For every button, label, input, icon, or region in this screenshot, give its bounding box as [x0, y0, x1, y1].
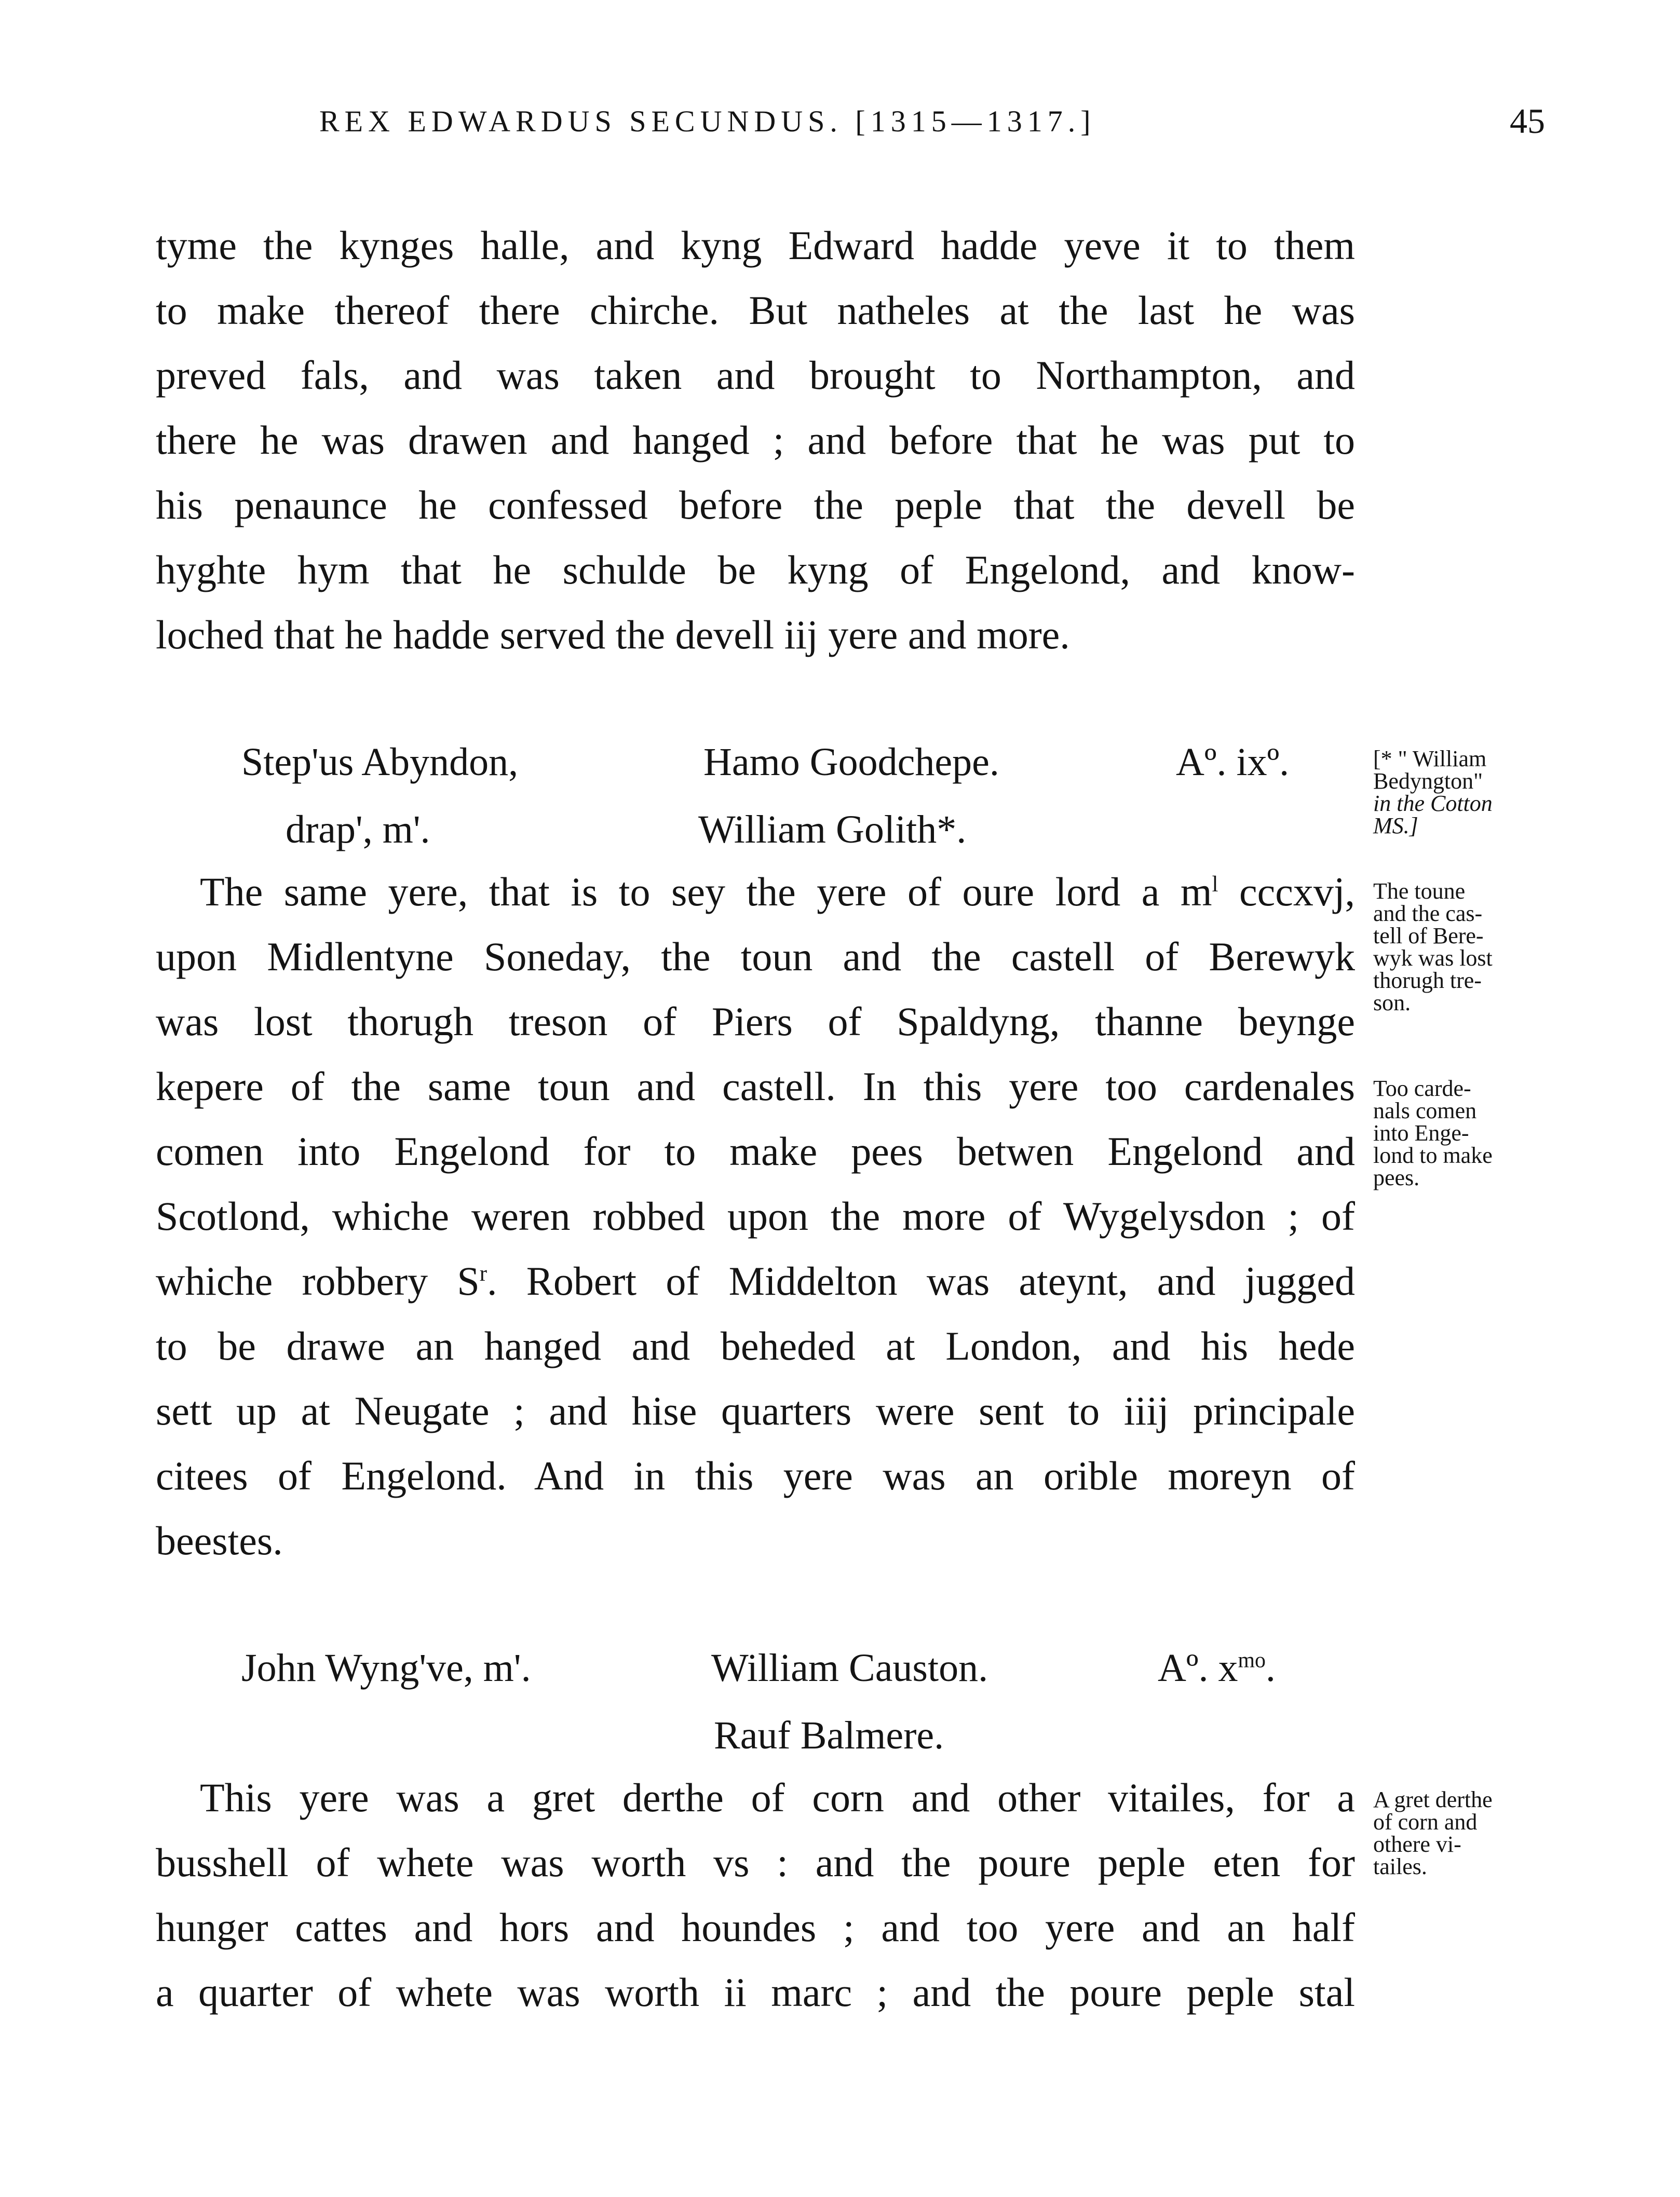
text-line: to make thereof there chirche. But natheles at the last he was: [156, 288, 1355, 333]
regnal-year: Aº. $x^{mo}$.: [1158, 1646, 1276, 1690]
sheriff-1: William Causton.: [711, 1646, 988, 1690]
text-line: tyme the kynges halle, and kyng Edward hadde yeve it to them: [156, 223, 1355, 268]
page-header: [156, 101, 1545, 151]
note-line: MS.]: [1373, 813, 1418, 838]
text-line: a quarter of whete was worth ii marc ; and the poure peple stal: [156, 1970, 1355, 2015]
page-number: 45: [1510, 101, 1545, 141]
text-line: kepere of the same toun and castell. In this yere too cardenales: [156, 1064, 1355, 1109]
mayor-title: drap', m'.: [286, 808, 430, 851]
margin-note-dearth: [1373, 1788, 1550, 1878]
text-line: citees of Engelond. And in this yere was an orible moreyn of: [156, 1453, 1355, 1498]
note-line: wyk was lost: [1373, 945, 1493, 971]
text-line: The same yere, that is to sey the yere of oure lord a $m^l$ cccxvj,: [200, 869, 1356, 914]
text-line: preved fals, and was taken and brought to Northampton, and: [156, 352, 1355, 398]
text-line: there he was drawen and hanged ; and before that he was put to: [156, 417, 1355, 463]
text-line: hyghte hym that he schulde be kyng of Engelond, and know-: [156, 547, 1355, 592]
note-line: nals comen: [1373, 1098, 1477, 1123]
text-line: loched that he hadde served the devell iij yere and more.: [156, 612, 1070, 657]
text-line: Scotlond, whiche weren robbed upon the more of Wygelysdon ; of: [156, 1194, 1355, 1239]
note-line: pees.: [1373, 1165, 1420, 1190]
text-line: was lost thorugh treson of Piers of Spaldyng, thanne beynge: [156, 999, 1355, 1044]
mayor-name: Step'us Abyndon,: [241, 740, 519, 784]
note-line: of corn and: [1373, 1809, 1478, 1835]
note-line: The toune: [1373, 878, 1466, 904]
paragraph-3: [156, 1765, 1355, 2025]
margin-note-berewyk: [1373, 880, 1550, 1014]
paragraph-2: [156, 859, 1355, 1573]
text-line: beestes.: [156, 1518, 283, 1563]
sheriff-2: Rauf Balmere.: [714, 1714, 944, 1757]
note-line: tailes.: [1373, 1854, 1427, 1879]
note-line: [* " William: [1373, 746, 1487, 771]
margin-note-cardinals: [1373, 1077, 1550, 1189]
paragraph-1: [156, 213, 1355, 667]
running-head: REX EDWARDUS SECUNDUS. [1315—1317.]: [319, 104, 1096, 138]
note-line: Bedyngton": [1373, 768, 1483, 794]
note-line: into Enge-: [1373, 1120, 1469, 1146]
sheriff-2: William Golith*.: [698, 808, 967, 851]
text-line: whiche robbery $S^r$. Robert of Middelton was ateynt, and jugged: [156, 1258, 1355, 1304]
note-line: A gret derthe: [1373, 1787, 1493, 1812]
regnal-year: Aº. ixº.: [1176, 740, 1290, 784]
note-line: Too carde-: [1373, 1076, 1471, 1101]
text-line: This yere was a gret derthe of corn and other vitailes, for a: [200, 1775, 1355, 1820]
text-line: his penaunce he confessed before the peple that the devell be: [156, 482, 1355, 527]
sheriff-1: Hamo Goodchepe.: [703, 740, 999, 784]
note-line: and the cas-: [1373, 901, 1483, 926]
text-line: upon Midlentyne Soneday, the toun and the castell of Berewyk: [156, 934, 1355, 979]
text-line: hunger cattes and hors and houndes ; and too yere and an half: [156, 1905, 1355, 1950]
text-line: to be drawe an hanged and beheded at London, and his hede: [156, 1323, 1355, 1368]
note-line: tell of Bere-: [1373, 923, 1484, 948]
text-line: busshell of whete was worth vs : and the poure peple eten for: [156, 1840, 1355, 1885]
text-line: comen into Engelond for to make pees betwen Engelond and: [156, 1129, 1355, 1174]
note-line: in the Cotton: [1373, 791, 1493, 816]
text-line: sett up at Neugate ; and hise quarters were sent to iiij principale: [156, 1388, 1355, 1433]
margin-note-footnote: [1373, 748, 1550, 837]
note-line: thorugh tre-: [1373, 968, 1482, 993]
note-line: lond to make: [1373, 1143, 1493, 1168]
note-line: othere vi-: [1373, 1832, 1461, 1857]
mayor-name: John Wyng've, m'.: [241, 1646, 531, 1690]
note-line: son.: [1373, 990, 1411, 1015]
